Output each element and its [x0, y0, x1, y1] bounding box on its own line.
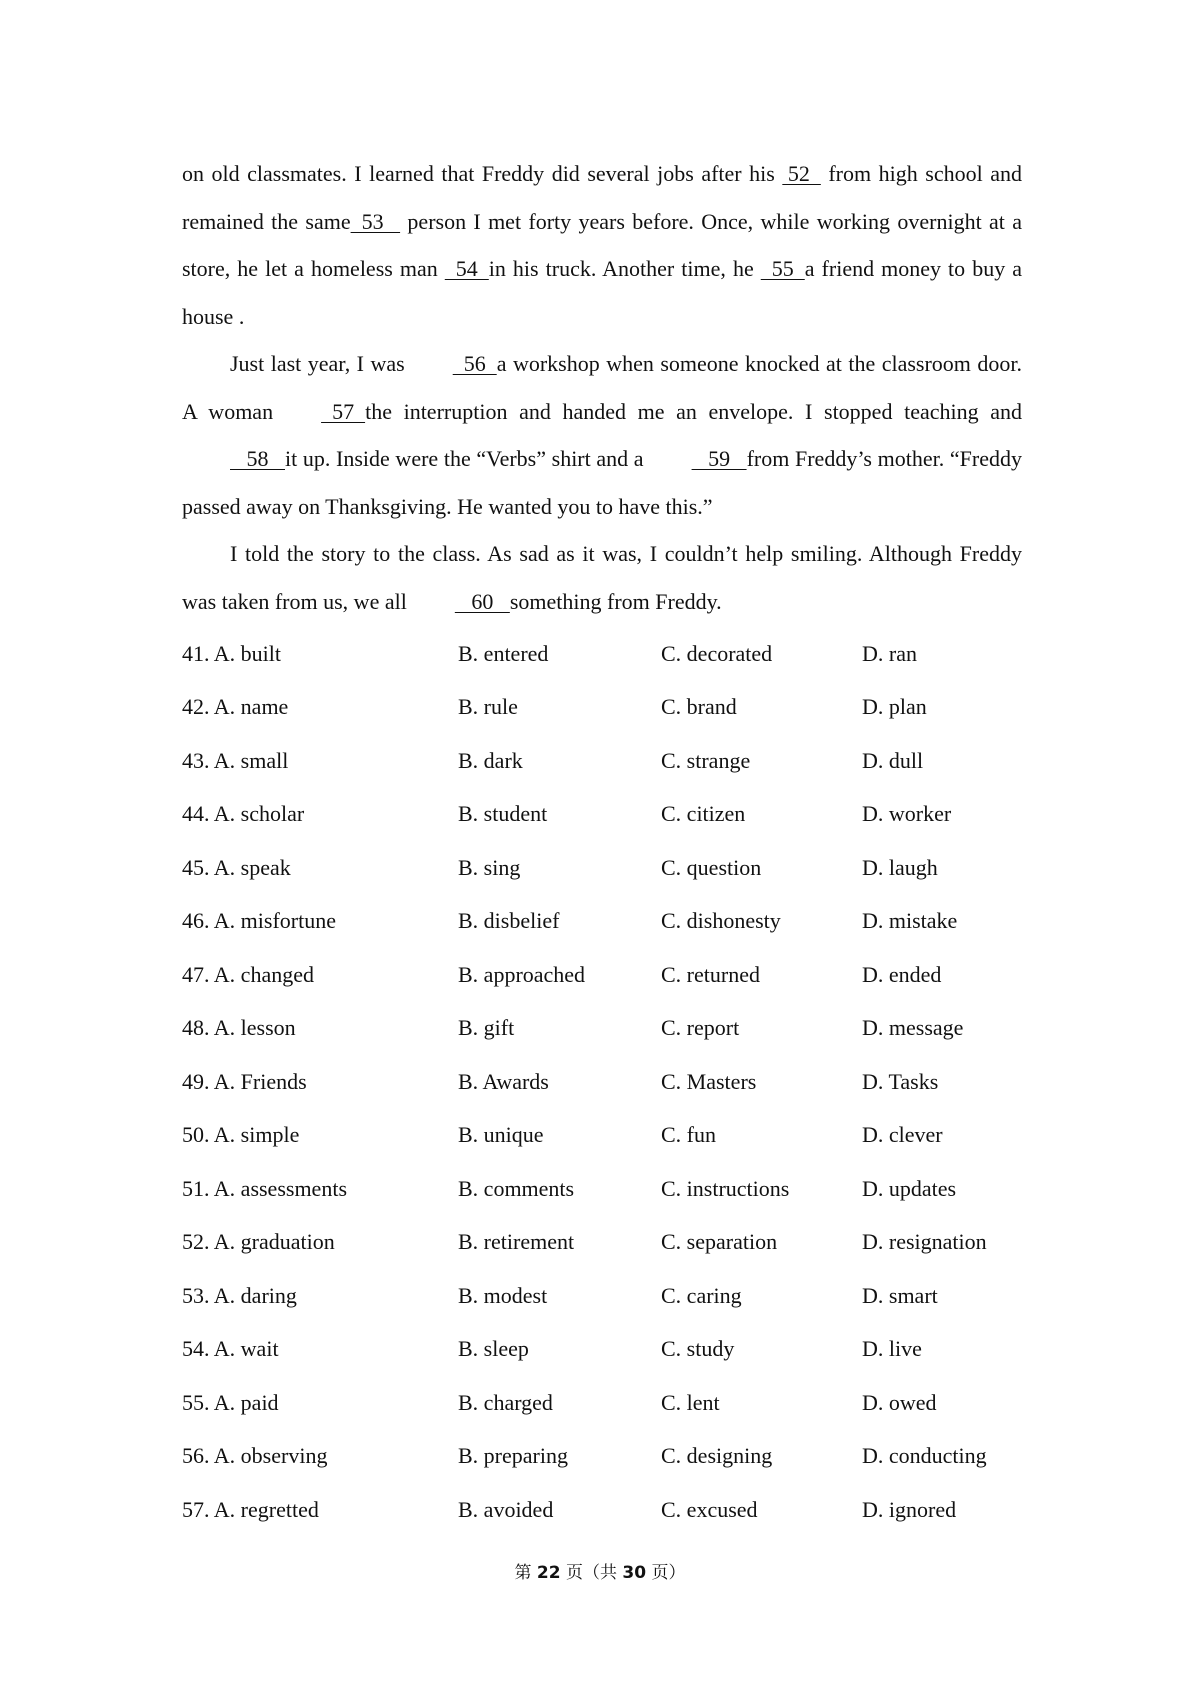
option-c: C. Masters [661, 1068, 757, 1094]
footer-middle: 页（共 [566, 1563, 617, 1583]
question-row [182, 1002, 1022, 1056]
question-row [182, 1323, 1022, 1377]
option-b: B. modest [458, 1282, 548, 1308]
option-b: B. approached [458, 961, 586, 987]
option-c: C. instructions [661, 1175, 790, 1201]
passage-text: it up. Inside were the “Verbs” shirt and a [285, 446, 644, 471]
passage-text: person I met forty years before. Once, while working overnight at a store, he let a homeless man [182, 208, 1022, 281]
option-b: B. student [458, 801, 548, 827]
option-a: 52. A. graduation [182, 1229, 335, 1255]
passage-text: a friend money to buy a house . [182, 256, 1022, 329]
option-d: D. clever [862, 1122, 943, 1148]
option-a: 45. A. speak [182, 854, 291, 880]
option-c: C. study [661, 1336, 735, 1362]
option-a: 51. A. assessments [182, 1175, 347, 1201]
question-row [182, 948, 1022, 1002]
option-c: C. decorated [661, 640, 773, 666]
answer-blank: 52 [782, 161, 821, 186]
question-row [182, 681, 1022, 735]
option-d: D. conducting [862, 1443, 987, 1469]
answer-blank: 60 [454, 588, 510, 614]
answer-blank: 58 [230, 446, 285, 471]
option-a: 49. A. Friends [182, 1068, 307, 1094]
option-d: D. resignation [862, 1229, 987, 1255]
answer-blank: 55 [760, 256, 805, 281]
option-b: B. Awards [458, 1068, 549, 1094]
option-d: D. worker [862, 801, 952, 827]
question-row [182, 734, 1022, 788]
question-row [182, 1430, 1022, 1484]
passage-text: on old classmates. I learned that Freddy did several jobs after his [182, 161, 783, 186]
option-d: D. ignored [862, 1496, 957, 1522]
option-c: C. report [661, 1015, 740, 1041]
option-d: D. smart [862, 1282, 938, 1308]
question-row [182, 1109, 1022, 1163]
answer-options [182, 627, 1022, 1537]
question-row [182, 841, 1022, 895]
passage-text: a workshop when someone knocked at the classroom door. A woman [182, 351, 1022, 424]
option-d: D. ran [862, 640, 917, 666]
question-row [182, 895, 1022, 949]
option-b: B. rule [458, 694, 518, 720]
option-c: C. returned [661, 961, 760, 987]
option-c: C. strange [661, 747, 751, 773]
option-b: B. dark [458, 747, 523, 773]
question-row [182, 1055, 1022, 1109]
passage-paragraph [182, 340, 1022, 530]
passage-text: something from Freddy. [509, 588, 722, 614]
passage-text: from high school and remained the same [182, 161, 1022, 234]
option-d: D. updates [862, 1175, 957, 1201]
option-b: B. retirement [458, 1229, 575, 1255]
total-pages-number: 30 [622, 1563, 647, 1583]
footer-prefix: 第 [514, 1563, 532, 1583]
option-d: D. mistake [862, 908, 958, 934]
option-b: B. charged [458, 1389, 553, 1415]
answer-blank: 57 [321, 398, 366, 424]
passage-text: in his truck. Another time, he [488, 256, 761, 281]
option-a: 54. A. wait [182, 1336, 279, 1362]
option-a: 56. A. observing [182, 1443, 328, 1469]
option-c: C. designing [661, 1443, 773, 1469]
footer-suffix: 页） [651, 1563, 686, 1583]
passage-text: Just last year, I was [230, 351, 405, 376]
option-a: 57. A. regretted [182, 1496, 319, 1522]
option-b: B. gift [458, 1015, 515, 1041]
option-a: 55. A. paid [182, 1389, 279, 1415]
answer-blank: 59 [691, 446, 747, 471]
option-a: 41. A. built [182, 640, 282, 666]
answer-blank: 53 [350, 208, 401, 234]
option-c: C. brand [661, 694, 737, 720]
option-d: D. ended [862, 961, 942, 987]
option-c: C. lent [661, 1389, 720, 1415]
answer-blank: 54 [444, 256, 489, 281]
passage-text: I told the story to the class. As sad as it was, I couldn’t help smiling. Although Freddy was taken from us, we all [182, 541, 1022, 614]
question-row [182, 1162, 1022, 1216]
option-d: D. dull [862, 747, 924, 773]
option-d: D. owed [862, 1389, 937, 1415]
cloze-passage [182, 150, 1022, 625]
option-c: C. separation [661, 1229, 778, 1255]
page-footer [0, 1558, 1200, 1583]
option-a: 50. A. simple [182, 1122, 300, 1148]
option-b: B. entered [458, 640, 549, 666]
option-a: 44. A. scholar [182, 801, 305, 827]
question-row [182, 1376, 1022, 1430]
option-d: D. plan [862, 694, 927, 720]
option-b: B. sleep [458, 1336, 529, 1362]
passage-paragraph [182, 150, 1022, 340]
passage-paragraph [182, 530, 1022, 625]
option-c: C. fun [661, 1122, 716, 1148]
option-c: C. question [661, 854, 762, 880]
option-b: B. avoided [458, 1496, 554, 1522]
option-d: D. Tasks [862, 1068, 939, 1094]
option-a: 47. A. changed [182, 961, 314, 987]
option-b: B. comments [458, 1175, 575, 1201]
question-row [182, 1216, 1022, 1270]
option-c: C. excused [661, 1496, 758, 1522]
option-a: 53. A. daring [182, 1282, 297, 1308]
option-b: B. sing [458, 854, 521, 880]
option-c: C. dishonesty [661, 908, 781, 934]
option-c: C. caring [661, 1282, 742, 1308]
option-a: 42. A. name [182, 694, 289, 720]
answer-blank: 56 [452, 351, 497, 376]
option-b: B. preparing [458, 1443, 568, 1469]
option-b: B. disbelief [458, 908, 560, 934]
question-row [182, 788, 1022, 842]
question-row [182, 627, 1022, 681]
question-row [182, 1483, 1022, 1537]
exam-page [182, 150, 1022, 1537]
question-row [182, 1269, 1022, 1323]
option-a: 48. A. lesson [182, 1015, 296, 1041]
option-a: 43. A. small [182, 747, 289, 773]
option-d: D. live [862, 1336, 922, 1362]
passage-text: the interruption and handed me an envelope. I stopped teaching and [365, 398, 1022, 424]
passage-text: from Freddy’s mother. “Freddy passed away on Thanksgiving. He wanted you to have this.” [182, 446, 1022, 519]
option-b: B. unique [458, 1122, 544, 1148]
current-page-number: 22 [536, 1563, 561, 1583]
option-d: D. laugh [862, 854, 938, 880]
option-d: D. message [862, 1015, 964, 1041]
option-a: 46. A. misfortune [182, 908, 336, 934]
option-c: C. citizen [661, 801, 746, 827]
